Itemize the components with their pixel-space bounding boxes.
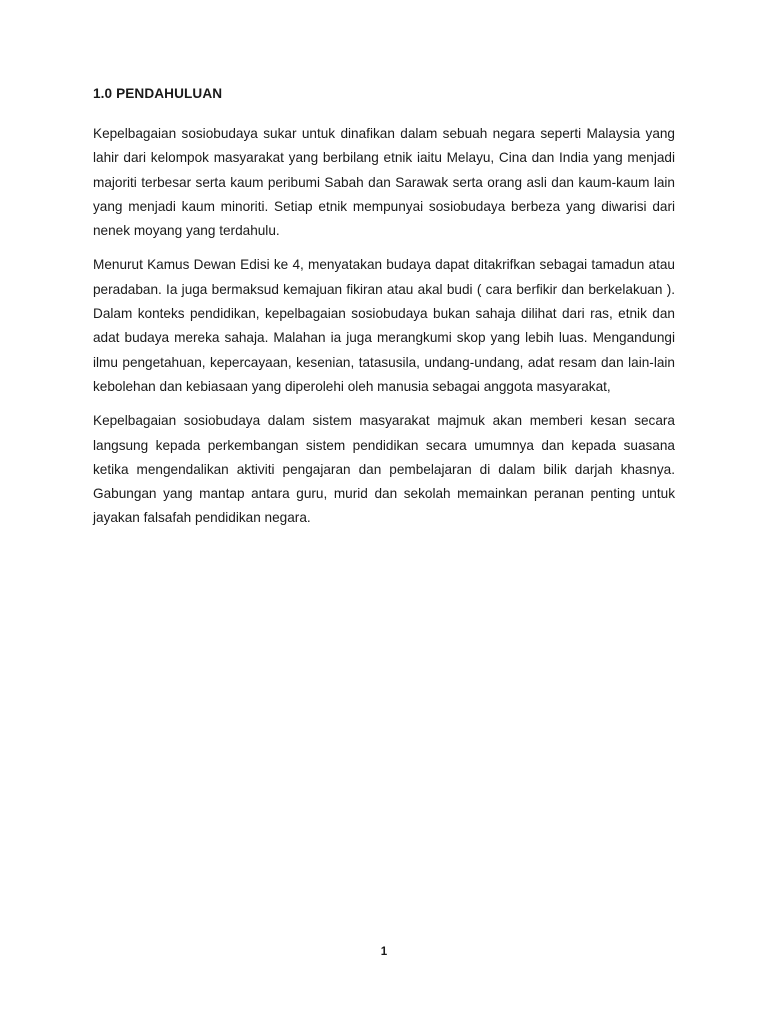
page-content xyxy=(93,84,675,541)
page-number: 1 xyxy=(380,946,388,958)
paragraph-1: Kepelbagaian sosiobudaya sukar untuk dinafikan dalam sebuah negara seperti Malaysia yang lahir dari kelompok masyarakat yang berbilang etnik iaitu Melayu, Cina dan India yang menjadi majoriti terbesar serta kaum peribumi Sabah dan Sarawak serta orang asli dan kaum-kaum lain yang menjadi kaum minoriti. Setiap etnik mempunyai sosiobudaya berbeza yang diwarisi dari nenek moyang yang terdahulu. xyxy=(93,126,675,239)
paragraph-2: Menurut Kamus Dewan Edisi ke 4, menyatakan budaya dapat ditakrifkan sebagai tamadun atau peradaban. Ia juga bermaksud kemajuan fikiran atau akal budi ( cara berfikir dan berkelakuan ). Dalam konteks pendidikan, kepelbagaian sosiobudaya bukan sahaja dilihat dari ras, etnik dan adat budaya mereka sahaja. Malahan ia juga merangkumi skop yang lebih luas. Mengandungi ilmu pengetahuan, kepercayaan, kesenian, tatasusila, undang-undang, adat resam dan lain-lain kebolehan dan kebiasaan yang diperolehi oleh manusia sebagai anggota masyarakat, xyxy=(93,257,675,394)
paragraph-3: Kepelbagaian sosiobudaya dalam sistem masyarakat majmuk akan memberi kesan secara langsung kepada perkembangan sistem pendidikan secara umumnya dan kepada suasana ketika mengendalikan aktiviti pengajaran dan pembelajaran di dalam bilik darjah khasnya. Gabungan yang mantap antara guru, murid dan sekolah memainkan peranan penting untuk jayakan falsafah pendidikan negara. xyxy=(93,413,675,526)
section-heading: 1.0 PENDAHULUAN xyxy=(93,86,223,101)
